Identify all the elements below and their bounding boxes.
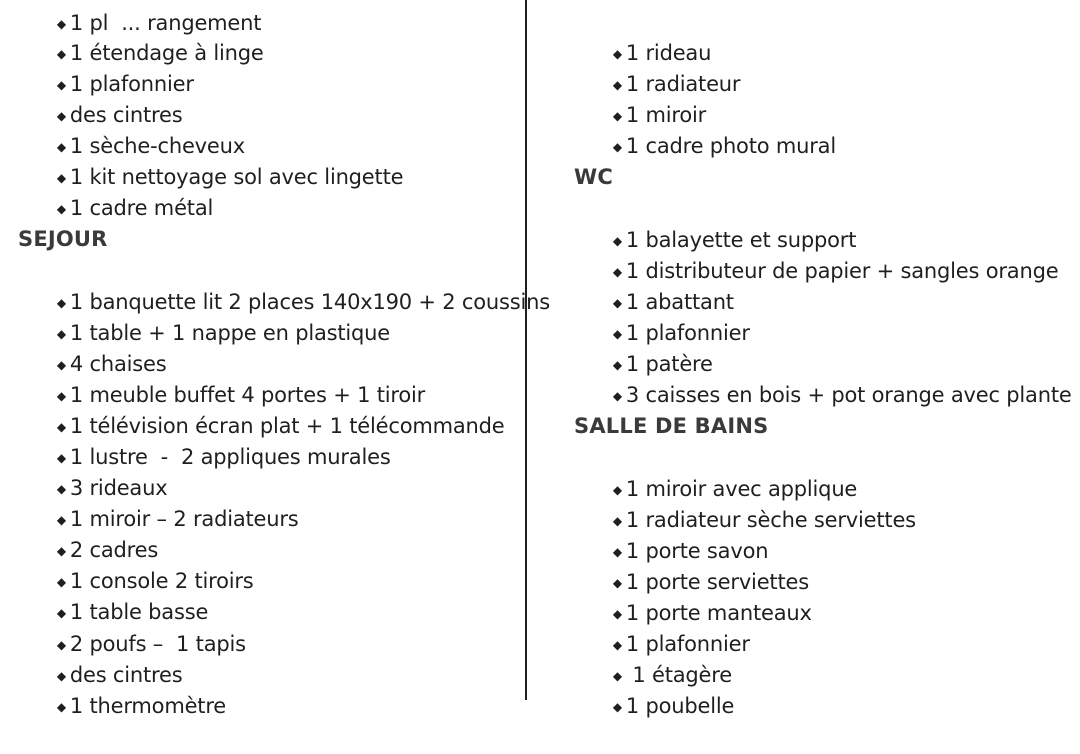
list-item: ◆ 4 chaises [18,318,166,349]
list-item: ◆ des cintres [18,69,182,100]
list-item: ◆ 1 patère [574,318,713,349]
diamond-bullet-icon: ◆ [612,576,622,590]
list-item: ◆ 1 plafonnier [574,287,750,318]
diamond-bullet-icon: ◆ [56,575,66,589]
diamond-bullet-icon: ◆ [56,358,66,372]
section-heading-salle-de-bains: SALLE DE BAINS [574,414,769,438]
diamond-bullet-icon: ◆ [612,265,622,279]
list-item: ◆ 1 balayette et support [574,194,856,225]
diamond-bullet-icon: ◆ [56,482,66,496]
list-item: ◆ 1 étagère [574,629,732,660]
list-item: ◆ 1 plafonnier [18,38,194,69]
list-item: ◆ 2 cadres [18,504,158,535]
diamond-bullet-icon: ◆ [612,700,622,714]
diamond-bullet-icon: ◆ [56,513,66,527]
diamond-bullet-icon: ◆ [56,669,66,683]
diamond-bullet-icon: ◆ [56,47,66,61]
diamond-bullet-icon: ◆ [56,451,66,465]
diamond-bullet-icon: ◆ [56,606,66,620]
list-item: ◆ 1 banquette lit 2 places 140x190 + 2 coussins [18,256,550,287]
diamond-bullet-icon: ◆ [612,78,622,92]
diamond-bullet-icon: ◆ [612,483,622,497]
section-heading-sejour: SEJOUR [18,227,108,251]
diamond-bullet-icon: ◆ [612,638,622,652]
list-item: ◆ 1 cadre métal [18,162,213,193]
diamond-bullet-icon: ◆ [612,296,622,310]
list-item: ◆ 1 table + 1 nappe en plastique [18,287,390,318]
list-item: ◆ 1 lustre - 2 appliques murales [18,411,391,442]
list-item: ◆ 1 porte savon [574,505,768,536]
list-item: ◆ 1 abattant [574,256,734,287]
diamond-bullet-icon: ◆ [56,638,66,652]
list-item: ◆ 1 distributeur de papier + sangles orange [574,225,1058,256]
list-item: ◆ 1 plafonnier [574,598,750,629]
diamond-bullet-icon: ◆ [56,327,66,341]
list-item: ◆ 1 étendage à linge [18,7,264,38]
list-item: ◆ 1 télévision écran plat + 1 télécommande [18,380,505,411]
diamond-bullet-icon: ◆ [56,202,66,216]
diamond-bullet-icon: ◆ [612,514,622,528]
diamond-bullet-icon: ◆ [612,140,622,154]
diamond-bullet-icon: ◆ [56,140,66,154]
diamond-bullet-icon: ◆ [612,358,622,372]
list-item: ◆ 1 sèche-cheveux [18,100,245,131]
diamond-bullet-icon: ◆ [612,47,622,61]
list-item: ◆ des cintres [18,629,182,660]
list-item: ◆ 3 caisses en bois + pot orange avec plante [574,349,1072,380]
diamond-bullet-icon: ◆ [56,17,66,31]
diamond-bullet-icon: ◆ [612,234,622,248]
list-item: ◆ 1 rideau [574,7,711,38]
list-item: ◆ 1 miroir – 2 radiateurs [18,473,299,504]
section-heading-wc: WC [574,165,613,189]
list-item: ◆ 1 kit nettoyage sol avec lingette [18,131,403,162]
diamond-bullet-icon: ◆ [56,109,66,123]
diamond-bullet-icon: ◆ [612,669,622,683]
list-item: ◆ 1 thermomètre [18,660,226,691]
diamond-bullet-icon: ◆ [612,389,622,403]
list-item: ◆ 1 porte serviettes [574,536,809,567]
diamond-bullet-icon: ◆ [612,607,622,621]
list-item: ◆ 1 radiateur sèche serviettes [574,474,916,505]
list-item: ◆ 2 poufs – 1 tapis [18,598,246,629]
diamond-bullet-icon: ◆ [56,700,66,714]
list-item: ◆ 1 cadre photo mural [574,100,836,131]
list-item: ◆ 1 miroir [574,69,706,100]
diamond-bullet-icon: ◆ [56,420,66,434]
list-item: ◆ 1 miroir avec applique [574,443,857,474]
list-item: ◆ 1 poubelle [574,660,734,691]
diamond-bullet-icon: ◆ [56,78,66,92]
list-item: ◆ 1 table basse [18,566,208,597]
diamond-bullet-icon: ◆ [56,171,66,185]
list-item: ◆ 1 porte manteaux [574,567,812,598]
diamond-bullet-icon: ◆ [56,544,66,558]
column-divider [525,0,527,700]
list-item: ◆ 1 meuble buffet 4 portes + 1 tiroir [18,349,425,380]
list-item: ◆ 1 console 2 tiroirs [18,535,254,566]
diamond-bullet-icon: ◆ [56,296,66,310]
list-item: ◆ 1 pl ... rangement [18,0,261,8]
diamond-bullet-icon: ◆ [56,389,66,403]
diamond-bullet-icon: ◆ [612,545,622,559]
diamond-bullet-icon: ◆ [612,109,622,123]
list-item: ◆ 3 rideaux [18,442,167,473]
diamond-bullet-icon: ◆ [612,327,622,341]
list-item: ◆ 1 radiateur [574,38,740,69]
